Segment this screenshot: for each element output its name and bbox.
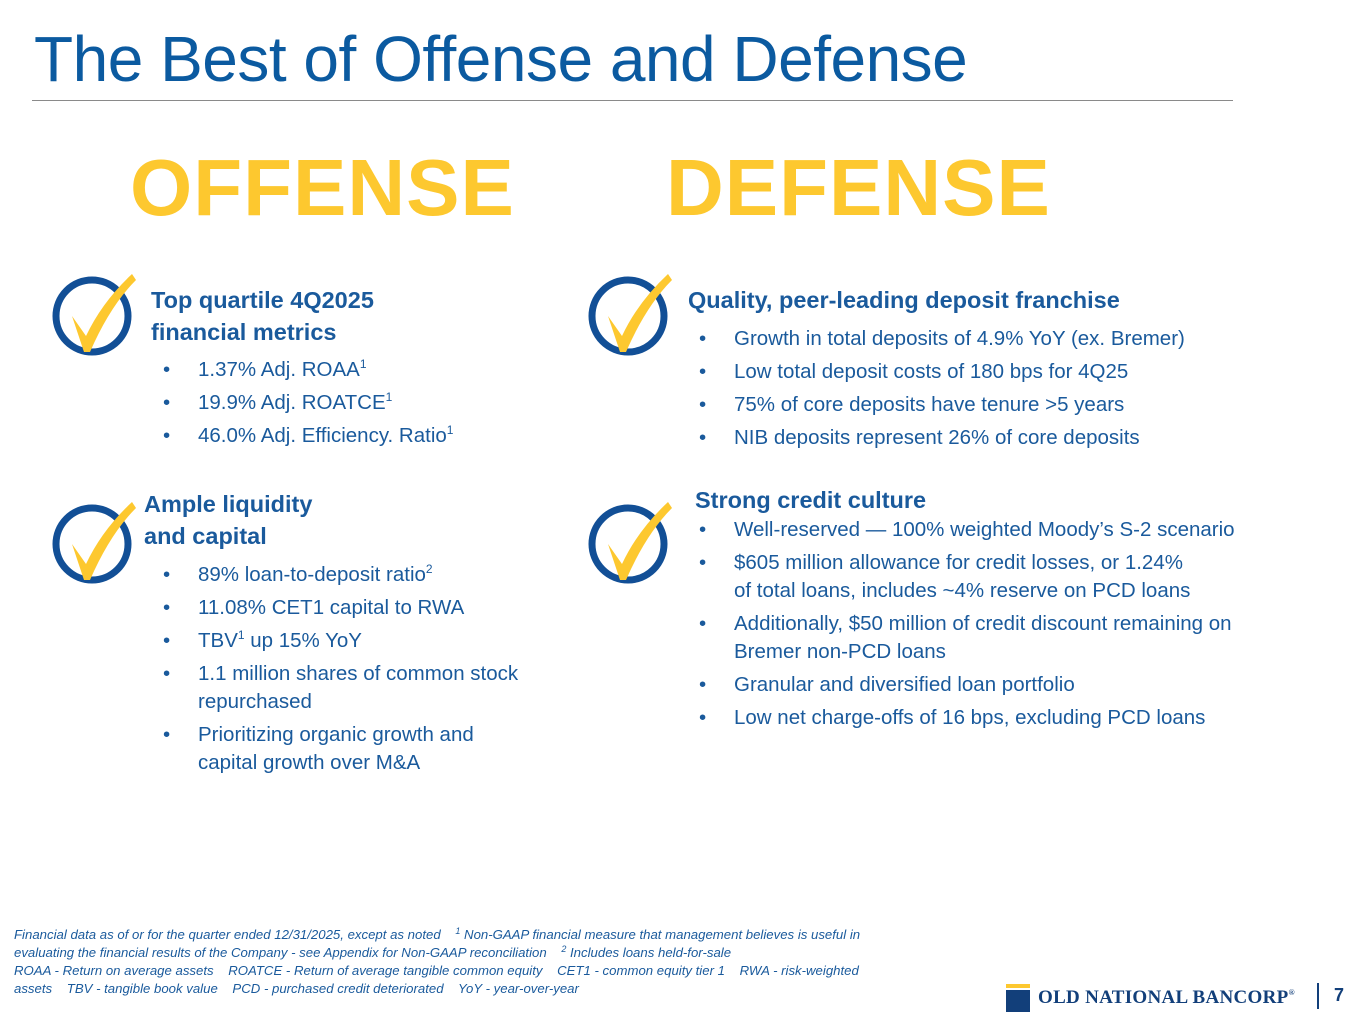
page-title: The Best of Offense and Defense bbox=[34, 23, 968, 95]
liquidity-title: Ample liquidity and capital bbox=[144, 491, 313, 549]
liquidity-list bbox=[162, 561, 518, 782]
check-circle-icon bbox=[588, 500, 674, 590]
list-item: • 11.08% CET1 capital to RWA bbox=[162, 594, 518, 622]
list-item: • Prioritizing organic growth and capital growth over M&A bbox=[162, 721, 518, 777]
logo-text: OLD NATIONAL BANCORP® bbox=[1038, 987, 1295, 1008]
list-item: • NIB deposits represent 26% of core deposits bbox=[698, 424, 1185, 452]
list-item: • 1.1 million shares of common stock repurchased bbox=[162, 660, 518, 716]
list-item: • 46.0% Adj. Efficiency. Ratio$^1$ bbox=[162, 422, 453, 450]
list-item: • TBV$^1$ up 15% YoY bbox=[162, 627, 518, 655]
defense-heading: DEFENSE bbox=[666, 143, 1051, 232]
list-item: • Well-reserved — 100% weighted Moody’s S-2 scenario bbox=[698, 516, 1235, 544]
list-item: • Growth in total deposits of 4.9% YoY (ex. Bremer) bbox=[698, 325, 1185, 353]
top-quartile-list bbox=[162, 356, 453, 455]
list-item: • Low total deposit costs of 180 bps for 4Q25 bbox=[698, 358, 1185, 386]
title-divider bbox=[32, 100, 1233, 101]
credit-list bbox=[698, 516, 1235, 737]
check-circle-icon bbox=[52, 500, 138, 590]
footer-divider bbox=[1317, 983, 1319, 1009]
list-item: • $605 million allowance for credit losses, or 1.24% of total loans, includes ~4% reserve on PCD loans bbox=[698, 549, 1235, 605]
deposit-title: Quality, peer-leading deposit franchise bbox=[688, 287, 1120, 313]
bank-logo bbox=[1006, 983, 1295, 1013]
list-item: • Additionally, $50 million of credit discount remaining on Bremer non-PCD loans bbox=[698, 610, 1235, 666]
list-item: • 1.37% Adj. ROAA$^1$ bbox=[162, 356, 453, 384]
list-item: • 19.9% Adj. ROATCE$^1$ bbox=[162, 389, 453, 417]
credit-title: Strong credit culture bbox=[695, 487, 927, 513]
list-item: • Low net charge-offs of 16 bps, excluding PCD loans bbox=[698, 704, 1235, 732]
page-number: 7 bbox=[1334, 985, 1345, 1005]
top-quartile-title: Top quartile 4Q2025 financial metrics bbox=[151, 287, 374, 345]
list-item: • Granular and diversified loan portfolio bbox=[698, 671, 1235, 699]
deposit-list bbox=[698, 325, 1185, 457]
list-item: • 75% of core deposits have tenure >5 years bbox=[698, 391, 1185, 419]
list-item: • 89% loan-to-deposit ratio$^2$ bbox=[162, 561, 518, 589]
bank-logo-icon bbox=[1006, 984, 1030, 1012]
check-circle-icon bbox=[588, 272, 674, 362]
check-circle-icon bbox=[52, 272, 138, 362]
offense-heading: OFFENSE bbox=[130, 143, 515, 232]
footnote: Financial data as of or for the quarter ended 12/31/2025, except as noted $^1$ Non-GAAP financial measure that management believes is useful in evaluating the financial results of the Company - see Appendix for Non-GAAP reconciliation $^2$ Includes loans held-for-sale ROAA - Return on average assets ROATCE - Return of average tangible common equity CET1 - common equity tier 1 RWA - risk-weighted assets TBV - tangible book value PCD - purchased credit deteriorated YoY - year-over-year bbox=[14, 926, 861, 996]
